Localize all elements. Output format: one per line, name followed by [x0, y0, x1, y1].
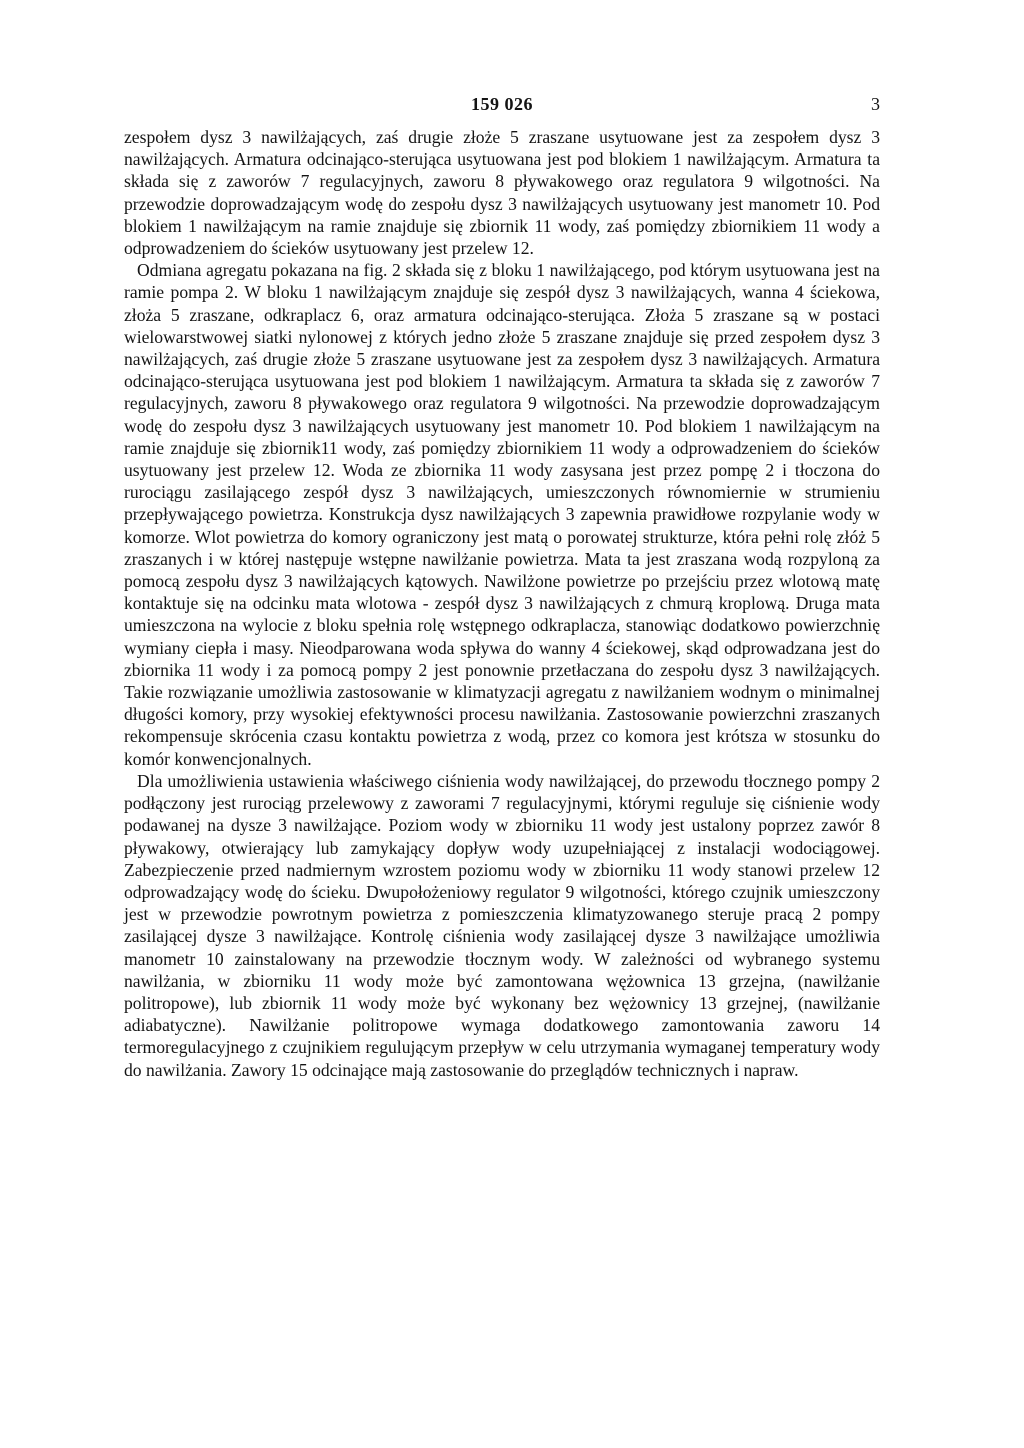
- page-number: 3: [871, 94, 880, 114]
- body-text: [124, 126, 880, 1081]
- page-header: [124, 94, 880, 118]
- paragraph-water-pressure-control: Dla umożliwienia ustawienia właściwego ciśnienia wody nawilżającej, do przewodu tłocznego pompy 2 podłączony jest rurociąg przelewowy z zaworami 7 regulacyjnymi, którymi reguluje się ciśnienie wody podawanej na dysze 3 nawilżające. Poziom wody w zbiorniku 11 wody jest ustalony poprzez zawór 8 pływakowy, otwierający lub zamykający dopływ wody uzupełniającej z instalacji wodociągowej. Zabezpieczenie przed nadmiernym wzrostem poziomu wody w zbiorniku 11 wody stanowi przelew 12 odprowadzający wodę do ścieku. Dwupołożeniowy regulator 9 wilgotności, którego czujnik umieszczony jest w przewodzie powrotnym powietrza z pomieszczenia klimatyzowanego steruje pracą 2 pompy zasilającej dysze 3 nawilżające. Kontrolę ciśnienia wody zasilającej dysze 3 nawilżające umożliwia manometr 10 zainstalowany na przewodzie tłocznym wody. W zależności od wybranego systemu nawilżania, w zbiorniku 11 wody może być zamontowana wężownica 13 grzejna, (nawilżanie politropowe), lub zbiornik 11 wody może być wykonany bez wężownicy 13 grzejnej, (nawilżanie adiabatyczne). Nawilżanie politropowe wymaga dodatkowego zamontowania zaworu 14 termoregulacyjnego z czujnikiem regulującym przepływ w celu utrzymania wymaganej temperatury wody do nawilżania. Zawory 15 odcinające mają zastosowanie do przeglądów technicznych i napraw.: [124, 770, 880, 1080]
- paragraph-fig2-description: Odmiana agregatu pokazana na fig. 2 składa się z bloku 1 nawilżającego, pod którym usytuowana jest na ramie pompa 2. W bloku 1 nawilżającym znajduje się zespół dysz 3 nawilżających, wanna 4 ściekowa, złoża 5 zraszane, odkraplacz 6, oraz armatura odcinająco-sterująca. Złoża 5 zraszane są w postaci wielowarstwowej siatki nylonowej z których jedno złoże 5 zraszane znajduje się przed zespołem dysz 3 nawilżających, zaś drugie złoże 5 zraszane usytuowane jest za zespołem dysz 3 nawilżających. Armatura odcinająco-sterująca usytuowana jest pod blokiem 1 nawilżającym. Armatura ta składa się z zaworów 7 regulacyjnych, zaworu 8 pływakowego oraz regulatora 9 wilgotności. Na przewodzie doprowadzającym wodę do zespołu dysz 3 nawilżających usytuowany jest manometr 10. Pod blokiem 1 nawilżającym na ramie znajduje się zbiornik11 wody, zaś pomiędzy zbiornikiem 11 wody a odprowadzeniem do ścieków usytuowany jest przelew 12. Woda ze zbiornika 11 wody zasysana jest przez pompę 2 i tłoczona do rurociągu zasilającego zespół dysz 3 nawilżających, umieszczonych równomiernie w strumieniu przepływającego powietrza. Konstrukcja dysz nawilżających 3 zapewnia prawidłowe rozpylanie wody w komorze. Wlot powietrza do komory ograniczony jest matą o porowatej strukturze, która pełni rolę złóż 5 zraszanych i w której następuje wstępne nawilżanie powietrza. Mata ta jest zraszana wodą rozpyloną za pomocą zespołu dysz 3 nawilżających kątowych. Nawilżone powietrze po przejściu przez wlotową matę kontaktuje się na odcinku mata wlotowa - zespół dysz 3 nawilżających z chmurą kroplową. Druga mata umieszczona na wylocie z bloku spełnia rolę wstępnego odkraplacza, stanowiąc dodatkowo powierzchnię wymiany ciepła i masy. Nieodparowana woda spływa do wanny 4 ściekowej, skąd odprowadzana jest do zbiornika 11 wody i za pomocą pompy 2 jest ponownie przetłaczana do zespołu dysz 3 nawilżających. Takie rozwiązanie umożliwia zastosowanie w klimatyzacji agregatu z nawilżaniem wodnym o minimalnej długości komory, przy wysokiej efektywności procesu nawilżania. Zastosowanie powierzchni zraszanych rekompensuje skrócenia czasu kontaktu powietrza z wodą, przez co komora jest krótsza w stosunku do komór konwencjonalnych.: [124, 260, 880, 769]
- document-number: 159 026: [471, 94, 533, 114]
- paragraph-continuation: zespołem dysz 3 nawilżających, zaś drugie złoże 5 zraszane usytuowane jest za zespołem dysz 3 nawilżających. Armatura odcinająco-sterująca usytuowana jest pod blokiem 1 nawilżającym. Armatura ta składa się z zaworów 7 regulacyjnych, zaworu 8 pływakowego oraz regulatora 9 wilgotności. Na przewodzie doprowadzającym wodę do zespołu dysz 3 nawilżających usytuowany jest manometr 10. Pod blokiem 1 nawilżającym na ramie znajduje się zbiornik 11 wody, zaś pomiędzy zbiornikiem 11 wody a odprowadzeniem do ścieków usytuowany jest przelew 12.: [124, 127, 880, 259]
